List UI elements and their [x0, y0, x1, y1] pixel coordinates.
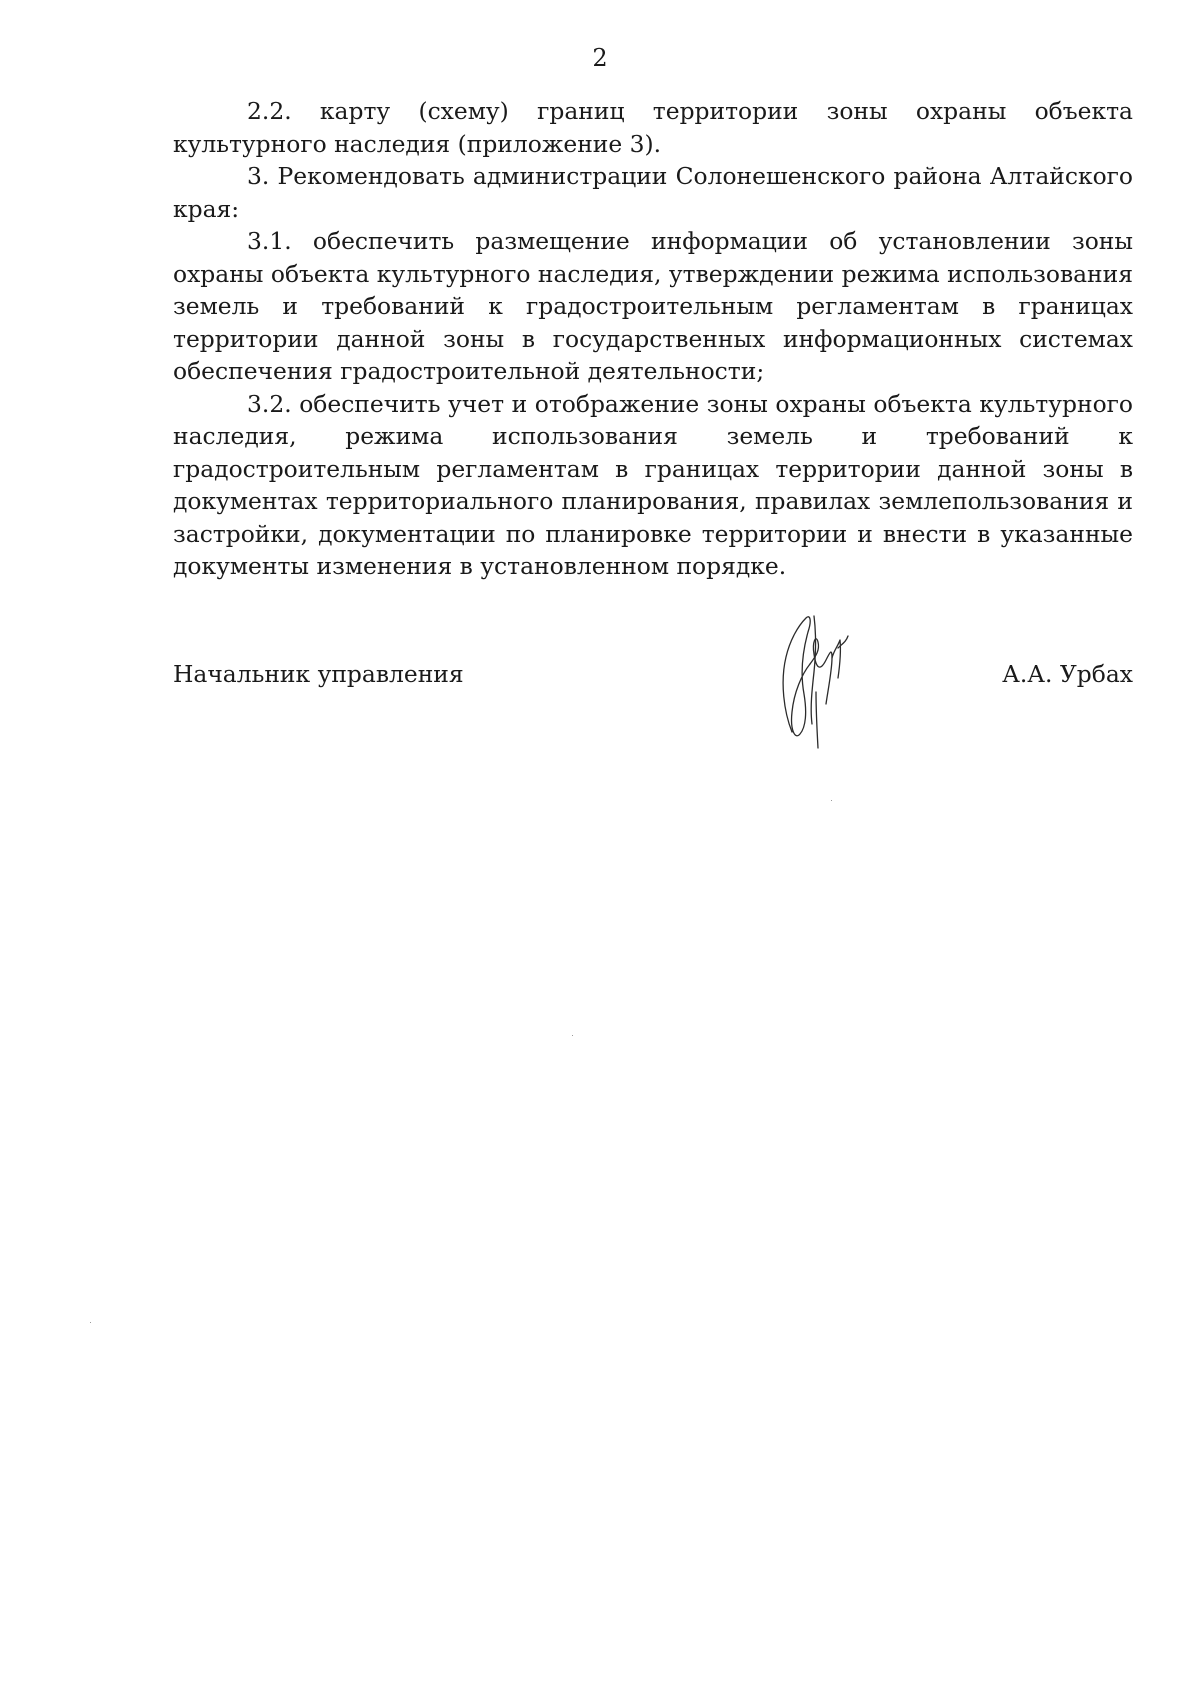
signature-block	[173, 660, 1133, 700]
paragraph-3-2: 3.2. обеспечить учет и отображение зоны охраны объекта культурного наследия, режима использования земель и требований к градостроительным регламентам в границах территории данной зоны в документах территориального планирования, правилах землепользования и застройки, документации по планировке территории и внести в указанные документы изменения в установленном порядке.	[173, 389, 1133, 580]
paragraph-3: 3. Рекомендовать администрации Солонешенского района Алтайского края:	[173, 162, 1133, 223]
paragraph-3-1: 3.1. обеспечить размещение информации об установлении зоны охраны объекта культурного наследия, утверждении режима использования земель и требований к градостроительным регламентам в границах территории данной зоны в государственных информационных системах обеспечения градостроительной деятельности;	[173, 227, 1133, 385]
paragraph-2-2: 2.2. карту (схему) границ территории зоны охраны объекта культурного наследия (приложение 3).	[173, 97, 1133, 158]
signatory-name: А.А. Урбах	[1002, 660, 1133, 688]
page-number: 2	[592, 44, 608, 72]
document-body	[173, 95, 1133, 583]
signatory-title: Начальник управления	[173, 660, 464, 688]
handwritten-signature	[770, 612, 860, 752]
scan-speck	[831, 800, 832, 801]
scan-speck	[90, 1322, 91, 1323]
scan-speck	[572, 1035, 573, 1036]
